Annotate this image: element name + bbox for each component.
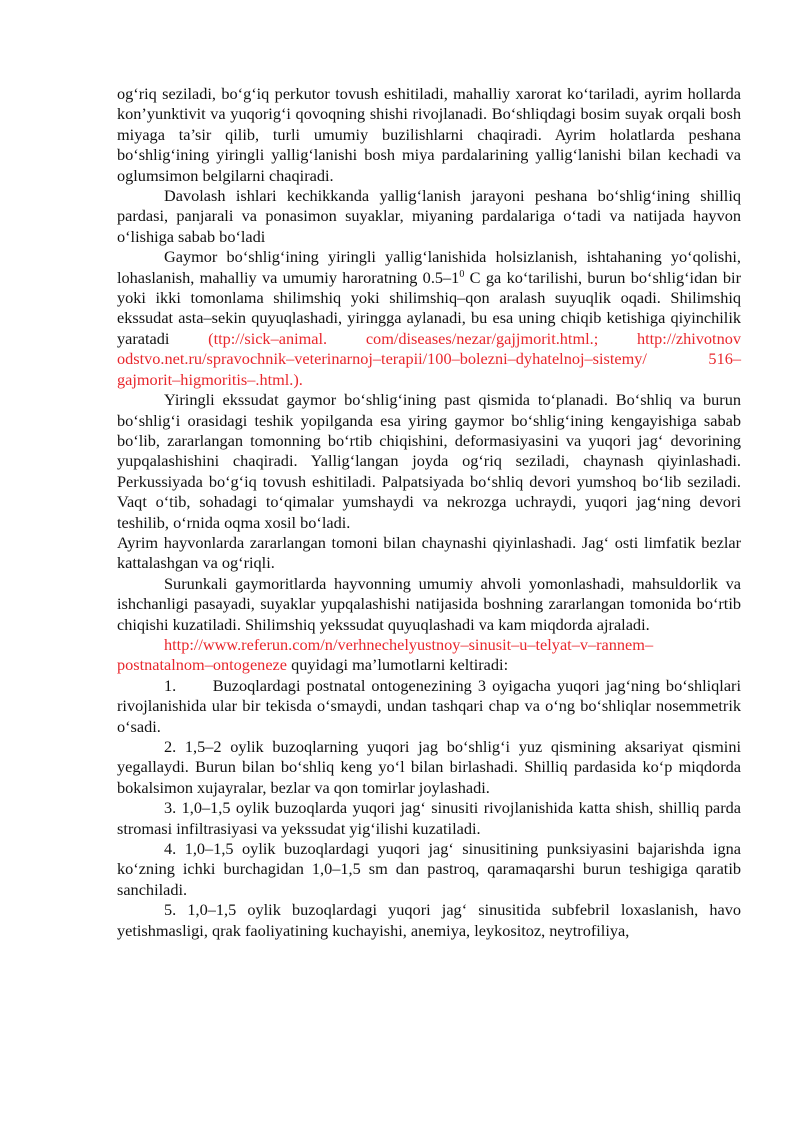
paragraph-maxillary-sinusitis bbox=[117, 247, 741, 390]
list-item-4: 4. 1,0–1,5 oylik buzoqlardagi yuqori jag‘ sinusitining punksiyasini bajarishda igna ko‘zning ichki burchagidan 1,0–1,5 sm dan pastroq, qaramaqarshi burun teshigiga qaratib sanchiladi. bbox=[117, 839, 741, 899]
list-item-1: 1. Buzoqlardagi postnatal ontogenezining 3 oyigacha yuqori jag‘ning bo‘shliqlari rivojlanishida ular bir tekisda o‘smaydi, undan tashqari chap va o‘ng bo‘shliqlar nosemmetrik o‘sadi. bbox=[117, 675, 741, 736]
list-item-2: 2. 1,5–2 oylik buzoqlarning yuqori jag bo‘shlig‘i yuz qismining aksariyat qismini yegallaydi. Burun bilan bo‘shliq keng yo‘l bilan birlashadi. Shilliq pardasida ko‘p miqdorda bokalsimon xujayralar, bezlar va qon tomirlar joylashadi. bbox=[117, 737, 741, 797]
paragraph-chronic: Surunkali gaymoritlarda hayvonning umumiy ahvoli yomonlashadi, mahsuldorlik va ishchanligi pasayadi, suyaklar yupqalashishi natijasida boshning zararlangan tomonida bo‘rtib chiqishi kuzatiladi. Shilimshiq yekssudat quyuqlashadi va kam miqdorda ajraladi. bbox=[117, 573, 741, 634]
paragraph-chewing: Ayrim hayvonlarda zararlangan tomoni bilan chaynashi qiyinlashadi. Jag‘ osti limfatik bezlar kattalashgan va og‘riqli. bbox=[117, 532, 741, 573]
paragraph-exudate: Yiringli ekssudat gaymor bo‘shlig‘ining past qismida to‘planadi. Bo‘shliq va burun bo‘shlig‘i orasidagi teshik yopilganda esa yiring gaymor bo‘shlig‘ining kengayishiga sabab bo‘lib, zararlangan tomonning bo‘rtib chiqishini, deformasiyasini va yuqori jag‘ devorining yupqalashishini chaqiradi. Yallig‘langan joyda og‘riq seziladi, chaynash qiyinlashadi. Perkussiyada bo‘g‘iq tovush eshitiladi. Palpatsiyada bo‘shliq devori yumshoq bo‘lib seziladi. Vaqt o‘tib, sohadagi to‘qimalar yumshaydi va nekrozga uchraydi, yuqori jag‘ning devori teshilib, o‘rnida oqma xosil bo‘ladi. bbox=[117, 390, 741, 532]
paragraph-symptoms-frontal-sinus: og‘riq seziladi, bo‘g‘iq perkutor tovush eshitiladi, mahalliy xarorat ko‘tariladi, ayrim hollarda kon’yunktivit va yuqorig‘i qovoqning shishi rivojlanadi. Bo‘shliqdagi bosim suyak orqali bosh miyaga ta’sir qilib, turli umumiy buzilishlarni chaqiradi. Ayrim holatlarda peshana bo‘shlig‘ining yiringli yallig‘lanishi bosh miya pardalarining yallig‘lanishi bilan kechadi va oglumsimon belgilarni chaqiradi. bbox=[117, 84, 741, 185]
degree-superscript: 0 bbox=[459, 268, 465, 280]
document-page bbox=[117, 84, 741, 941]
paragraph-treatment-delay: Davolash ishlari kechikkanda yallig‘lanish jarayoni peshana bo‘shlig‘ining shilliq pardasi, panjarali va ponasimon suyaklar, miyaning pardalariga o‘tadi va natijada hayvon o‘lishiga sabab bo‘ladi bbox=[117, 186, 741, 246]
paragraph-text: quyidagi ma’lumotlarni keltiradi: bbox=[287, 655, 509, 675]
paragraph-reference-intro bbox=[117, 635, 741, 676]
list-item-5: 5. 1,0–1,5 oylik buzoqlardagi yuqori jag‘ sinusitida subfebril loxaslanish, havo yetishmasligi, qrak faoliyatining kuchayishi, anemiya, leykositoz, neytrofiliya, bbox=[117, 900, 741, 940]
paragraph-text: Gaymor bo‘shlig‘ining yiringli yallig‘lanishida holsizlanish, ishtahaning yo‘qolishi, lohaslanish, mahalliy va umumiy haroratning 0.5–1 bbox=[117, 247, 741, 287]
paragraph-text: C ga ko‘tarilishi, burun bo‘shlig‘idan bir yoki ikki tomonlama shilimshiq yoki shilimshiq–qon aralash suyuqlik oqadi. Shilimshiq ekssudat asta–sekin quyuqlashadi, yiringga aylanadi, bu esa uning chiqib ketishiga qiyinchilik yaratadi bbox=[117, 267, 742, 348]
list-item-3: 3. 1,0–1,5 oylik buzoqlarda yuqori jag‘ sinusiti rivojlanishida katta shish, shilliq parda stromasi infiltrasiyasi va yekssudat yig‘ilishi kuzatiladi. bbox=[117, 798, 741, 838]
reference-link[interactable]: (ttp://sick–animal. com/diseases/nezar/gajjmorit.html.; http://zhivotnov odstvo.net.ru/spravochnik–veterinarnoj–terapii/100–bolezni–dyhatelnoj–sistemy/ 516–gajmorit–higmoritis–.html.). bbox=[117, 328, 741, 389]
reference-link[interactable]: http://www.referun.com/n/verhnechelyustnoy–sinusit–u–telyat–v–rannem–postnatalnom–ontogeneze bbox=[117, 634, 654, 675]
